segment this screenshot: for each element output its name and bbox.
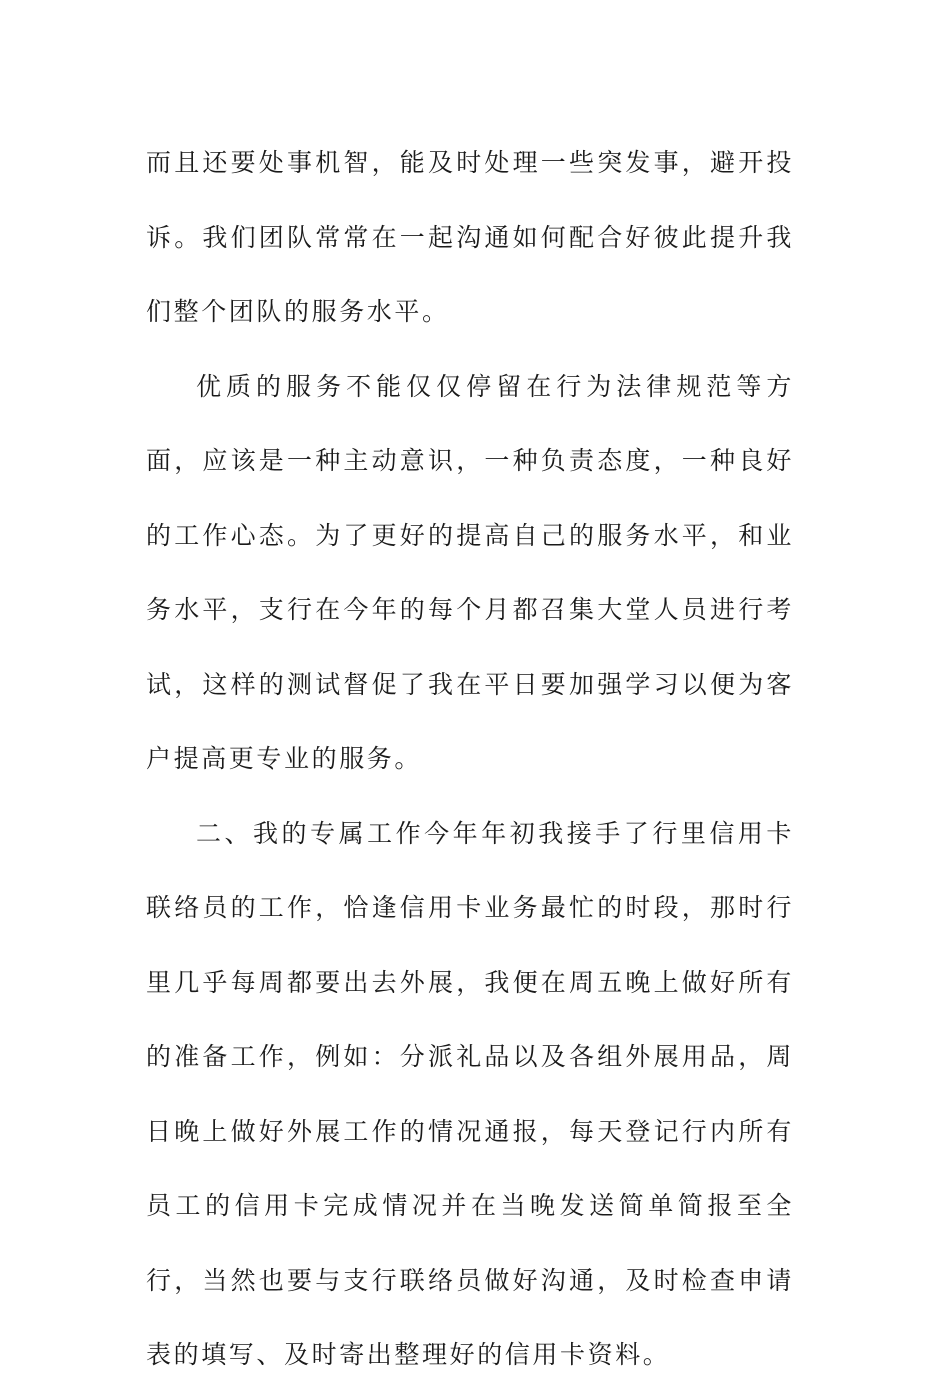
body-text — [146, 126, 794, 1393]
paragraph-3: 二、我的专属工作今年年初我接手了行里信用卡联络员的工作，恰逢信用卡业务最忙的时段，那时行里几乎每周都要出去外展，我便在周五晚上做好所有的准备工作，例如：分派礼品以及各组外展用品，周日晚上做好外展工作的情况通报，每天登记行内所有员工的信用卡完成情况并在当晚发送简单简报至全行，当然也要与支行联络员做好沟通，及时检查申请表的填写、及时寄出整理好的信用卡资料。 — [146, 818, 794, 1369]
paragraph-2: 优质的服务不能仅仅停留在行为法律规范等方面，应该是一种主动意识，一种负责态度，一种良好的工作心态。为了更好的提高自己的服务水平，和业务水平，支行在今年的每个月都召集大堂人员进行考试，这样的测试督促了我在平日要加强学习以便为客户提高更专业的服务。 — [146, 371, 794, 773]
paragraph-1: 而且还要处事机智，能及时处理一些突发事，避开投诉。我们团队常常在一起沟通如何配合好彼此提升我们整个团队的服务水平。 — [146, 148, 794, 326]
